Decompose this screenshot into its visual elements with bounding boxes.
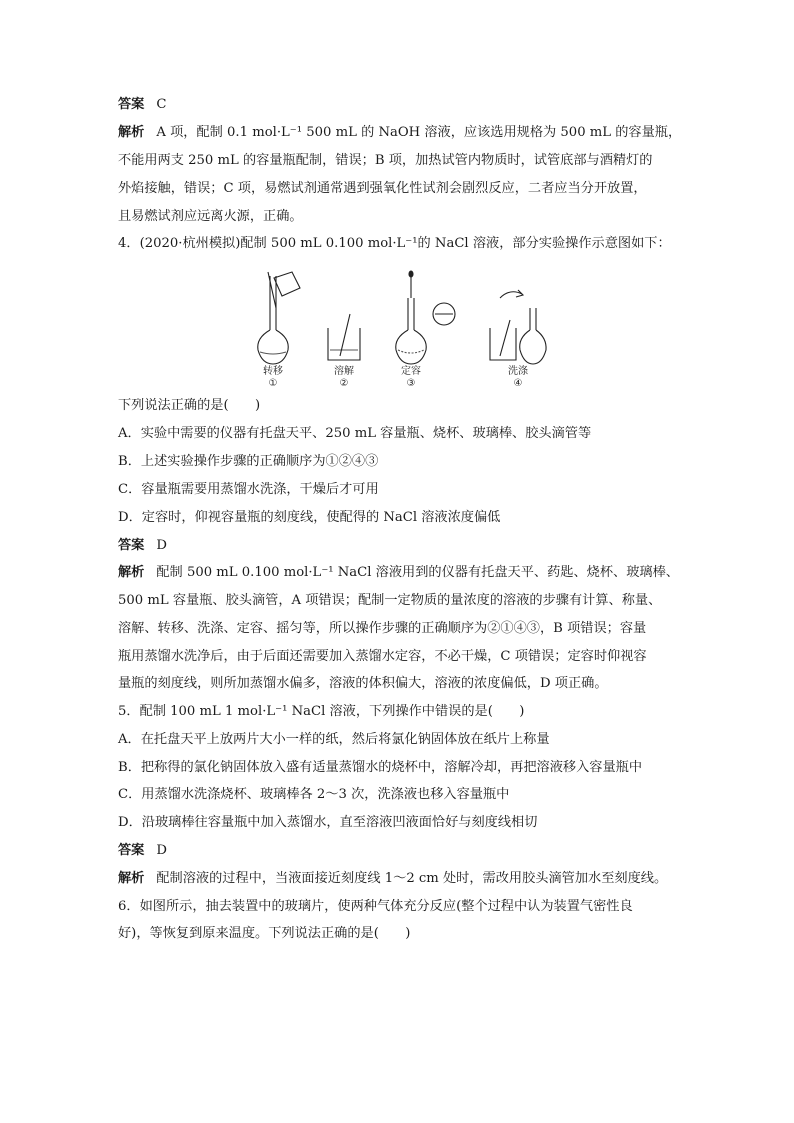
analysis-label: 解析: [118, 565, 145, 580]
q5-option-b: B．把称得的氯化钠固体放入盛有适量蒸馏水的烧杯中，溶解冷却，再把溶液移入容量瓶中: [118, 760, 642, 775]
q4-question: 下列说法正确的是( ): [118, 398, 261, 413]
q3-analysis-line: 解析 A 项，配制 0.1 mol·L⁻¹ 500 mL 的 NaOH 溶液，应该选用规格为 500 mL 的容量瓶，: [118, 125, 682, 140]
answer-label: 答案: [118, 97, 145, 112]
q5-option-c: C．用蒸馏水洗涤烧杯、玻璃棒各 2～3 次，洗涤液也移入容量瓶中: [118, 787, 510, 802]
q4-answer: [118, 537, 167, 555]
q5-option-d: D．沿玻璃棒往容量瓶中加入蒸馏水，直至溶液凹液面恰好与刻度线相切: [118, 815, 538, 830]
q3-analysis-line: 且易燃试剂应远离火源，正确。: [118, 209, 303, 224]
q4-option-c: C．容量瓶需要用蒸馏水洗涤，干燥后才可用: [118, 482, 379, 497]
caption-fix-volume: 定容: [401, 366, 421, 377]
analysis-label: 解析: [118, 871, 145, 886]
experiment-figure: [248, 268, 548, 388]
q4-option-a: A．实验中需要的仪器有托盘天平、250 mL 容量瓶、烧杯、玻璃棒、胶头滴管等: [118, 426, 592, 441]
figure-number: ①: [268, 378, 278, 388]
q5-option-a: A．在托盘天平上放两片大小一样的纸，然后将氯化钠固体放在纸片上称量: [118, 732, 550, 747]
transfer-diagram: [258, 272, 300, 364]
q3-analysis-line: 外焰接触，错误；C 项，易燃试剂通常遇到强氧化性试剂会剧烈反应，二者应当分开放置，: [118, 181, 647, 196]
answer-value: D: [156, 538, 167, 553]
answer-value: C: [156, 97, 167, 112]
caption-transfer: 转移: [263, 366, 283, 377]
fix-volume-diagram: [396, 271, 455, 364]
answer-label: 答案: [118, 538, 145, 553]
caption-dissolve: 溶解: [334, 366, 354, 377]
answer-label: 答案: [118, 843, 145, 858]
q4-stem: 4．(2020·杭州模拟)配制 500 mL 0.100 mol·L⁻¹的 NaCl 溶液，部分实验操作示意图如下：: [118, 236, 671, 251]
q6-stem-line: 好)，等恢复到原来温度。下列说法正确的是( ): [118, 926, 411, 941]
wash-diagram: [490, 290, 546, 364]
q5-stem: 5．配制 100 mL 1 mol·L⁻¹ NaCl 溶液，下列操作中错误的是( ): [118, 704, 525, 719]
q4-analysis-line: 瓶用蒸馏水洗净后，由于后面还需要加入蒸馏水定容，不必干燥，C 项错误；定容时仰视容: [118, 649, 647, 664]
dissolve-diagram: [328, 314, 360, 360]
q4-option-d: D．定容时，仰视容量瓶的刻度线，使配得的 NaCl 溶液浓度偏低: [118, 510, 501, 525]
q6-stem-line: 6．如图所示，抽去装置中的玻璃片，使两种气体充分反应(整个过程中认为装置气密性良: [118, 899, 633, 914]
q4-analysis-line: 溶解、转移、洗涤、定容、摇匀等，所以操作步骤的正确顺序为②①④③，B 项错误；容量: [118, 621, 647, 636]
q4-analysis-line: 量瓶的刻度线，则所加蒸馏水偏多，溶液的体积偏大，溶液的浓度偏低，D 项正确。: [118, 676, 608, 691]
q4-analysis-line: 解析 配制 500 mL 0.100 mol·L⁻¹ NaCl 溶液用到的仪器有托盘天平、药匙、烧杯、玻璃棒、: [118, 565, 679, 580]
figure-number: ②: [339, 378, 349, 388]
q3-answer: [118, 96, 166, 114]
q5-answer: [118, 842, 167, 860]
answer-value: D: [156, 843, 167, 858]
q4-option-b: B．上述实验操作步骤的正确顺序为①②④③: [118, 454, 379, 469]
figure-number: ④: [513, 378, 523, 388]
analysis-label: 解析: [118, 125, 145, 140]
caption-wash: 洗涤: [508, 366, 528, 377]
q4-analysis-line: 500 mL 容量瓶、胶头滴管，A 项错误；配制一定物质的量浓度的溶液的步骤有计算、称量、: [118, 593, 662, 608]
q3-analysis-line: 不能用两支 250 mL 的容量瓶配制，错误；B 项，加热试管内物质时，试管底部与酒精灯的: [118, 153, 653, 168]
q5-analysis-line: 解析 配制溶液的过程中，当液面接近刻度线 1～2 cm 处时，需改用胶头滴管加水至刻度线。: [118, 871, 668, 886]
figure-number: ③: [406, 378, 416, 388]
